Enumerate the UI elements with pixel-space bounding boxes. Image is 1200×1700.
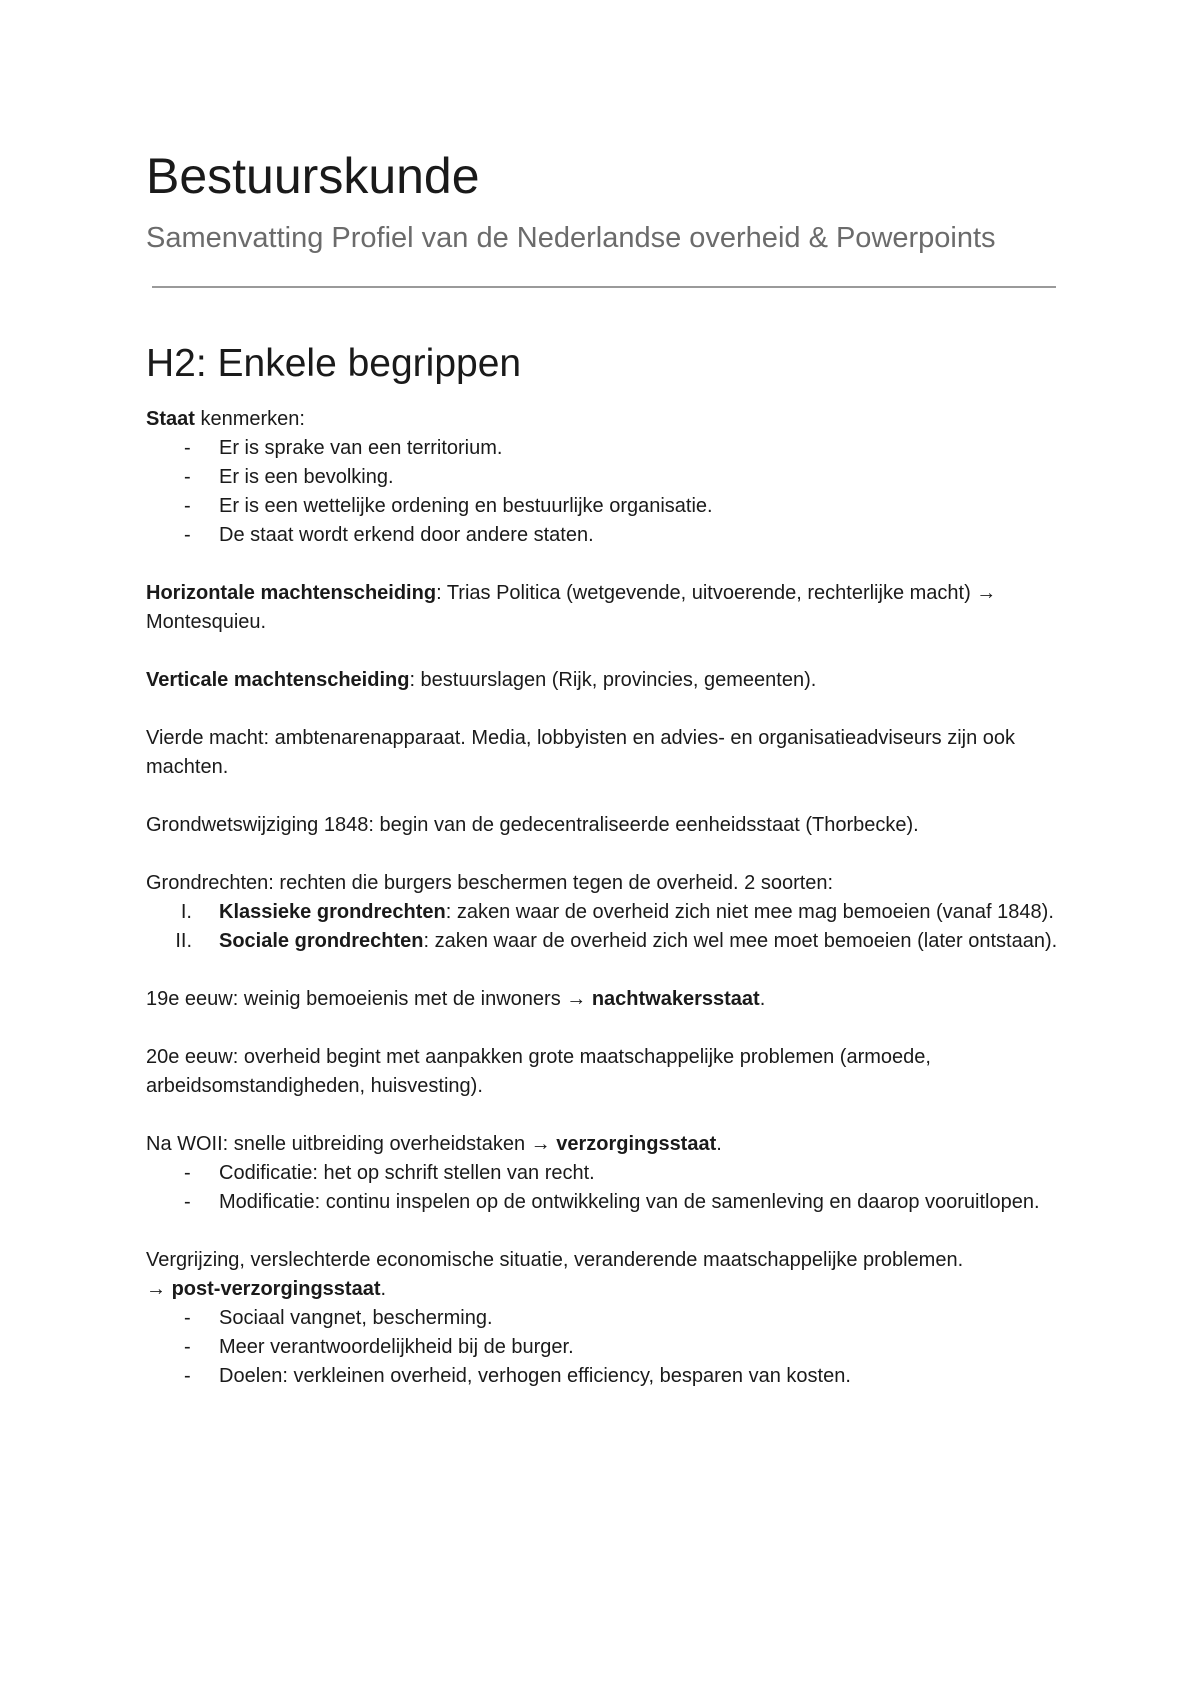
list-item [146, 898, 1066, 927]
post-verzorging-term: post-verzorgingsstaat [171, 1278, 381, 1300]
vergrijzing-paragraph: Vergrijzing, verslechterde economische situatie, veranderende maatschappelijke problemen. [146, 1249, 964, 1271]
staat-term: Staat [146, 408, 195, 430]
roman-marker: I. [180, 901, 192, 923]
dash-marker: - [184, 1336, 191, 1358]
spacer [146, 1014, 1066, 1043]
section-heading: H2: Enkele begrippen [146, 342, 522, 385]
list-item [146, 434, 1066, 463]
spacer [146, 637, 1066, 666]
grondrechten-list [146, 898, 1066, 956]
eeuw19-term: nachtwakersstaat [591, 988, 760, 1010]
list-item-term: Sociale grondrechten [219, 930, 424, 952]
dash-marker: - [184, 466, 191, 488]
horizontal-divider [152, 286, 1056, 288]
spacer [146, 550, 1066, 579]
vierde-macht-paragraph: Vierde macht: ambtenarenapparaat. Media, lobbyisten en advies- en organisatieadviseurs zijn ook machten. [146, 727, 1016, 778]
list-item-text: Doelen: verkleinen overheid, verhogen efficiency, besparen van kosten. [219, 1365, 851, 1387]
list-item-text: Meer verantwoordelijkheid bij de burger. [219, 1336, 574, 1358]
staat-rest: kenmerken: [194, 408, 305, 430]
spacer [146, 1217, 1066, 1246]
post-verzorging-punct: . [380, 1278, 387, 1300]
list-item [146, 1304, 1066, 1333]
list-item [146, 463, 1066, 492]
list-item-term: Klassieke grondrechten [219, 901, 446, 923]
grondrechten-intro: Grondrechten: rechten die burgers beschermen tegen de overheid. 2 soorten: [146, 872, 834, 894]
horizontale-term: Horizontale machtenscheiding [146, 582, 437, 604]
list-item [146, 492, 1066, 521]
list-item [146, 521, 1066, 550]
dash-marker: - [184, 1307, 191, 1329]
list-item-text: Er is sprake van een territorium. [219, 437, 503, 459]
eeuw20-paragraph: 20e eeuw: overheid begint met aanpakken grote maatschappelijke problemen (armoede, arbeidsomstandigheden, huisvesting). [146, 1046, 931, 1097]
list-item-text: Er is een bevolking. [219, 466, 394, 488]
spacer [146, 956, 1066, 985]
staat-list [146, 434, 1066, 550]
list-item-text: Er is een wettelijke ordening en bestuurlijke organisatie. [219, 495, 713, 517]
spacer [146, 1101, 1066, 1130]
list-item [146, 1188, 1066, 1217]
list-item-text: Sociaal vangnet, bescherming. [219, 1307, 493, 1329]
staat-paragraph [146, 405, 1066, 434]
document-title: Bestuurskunde [146, 148, 480, 204]
document-subtitle: Samenvatting Profiel van de Nederlandse overheid & Powerpoints [146, 222, 996, 254]
verticale-rest: : bestuurslagen (Rijk, provincies, gemeenten). [409, 669, 817, 691]
dash-marker: - [184, 495, 191, 517]
list-item [146, 1333, 1066, 1362]
horizontale-rest: : Trias Politica (wetgevende, uitvoerende, rechterlijke macht) → Montesquieu. [146, 582, 997, 633]
section-content [146, 405, 1066, 1391]
dash-marker: - [184, 1191, 191, 1213]
na-wo2-list [146, 1159, 1066, 1217]
spacer [146, 782, 1066, 811]
list-item-text: Modificatie: continu inspelen op de ontwikkeling van de samenleving en daarop vooruitlopen. [219, 1191, 1040, 1213]
list-item-text: De staat wordt erkend door andere staten. [219, 524, 594, 546]
post-verzorging-list [146, 1304, 1066, 1391]
list-item-text: : zaken waar de overheid zich wel mee moet bemoeien (later ontstaan). [423, 930, 1058, 952]
dash-marker: - [184, 437, 191, 459]
eeuw19-text: 19e eeuw: weinig bemoeienis met de inwoners → [146, 988, 592, 1010]
verticale-paragraph [146, 666, 1066, 695]
spacer [146, 840, 1066, 869]
na-wo2-text: Na WOII: snelle uitbreiding overheidstaken → [146, 1133, 557, 1155]
na-wo2-term: verzorgingsstaat [556, 1133, 717, 1155]
list-item-text: : zaken waar de overheid zich niet mee mag bemoeien (vanaf 1848). [445, 901, 1054, 923]
eeuw19-paragraph [146, 985, 1066, 1014]
list-item [146, 927, 1066, 956]
spacer [146, 695, 1066, 724]
na-wo2-punct: . [716, 1133, 722, 1155]
na-wo2-paragraph [146, 1130, 1066, 1159]
verticale-term: Verticale machtenscheiding [146, 669, 410, 691]
roman-marker: II. [175, 930, 192, 952]
eeuw19-punct: . [759, 988, 766, 1010]
list-item [146, 1159, 1066, 1188]
dash-marker: - [184, 1162, 191, 1184]
dash-marker: - [184, 524, 191, 546]
grondwet-paragraph: Grondwetswijziging 1848: begin van de gedecentraliseerde eenheidsstaat (Thorbecke). [146, 814, 919, 836]
post-verzorging-paragraph [146, 1275, 1066, 1304]
list-item-text: Codificatie: het op schrift stellen van recht. [219, 1162, 595, 1184]
dash-marker: - [184, 1365, 191, 1387]
list-item [146, 1362, 1066, 1391]
arrow-text: → [146, 1278, 172, 1300]
horizontale-paragraph [146, 579, 1066, 637]
